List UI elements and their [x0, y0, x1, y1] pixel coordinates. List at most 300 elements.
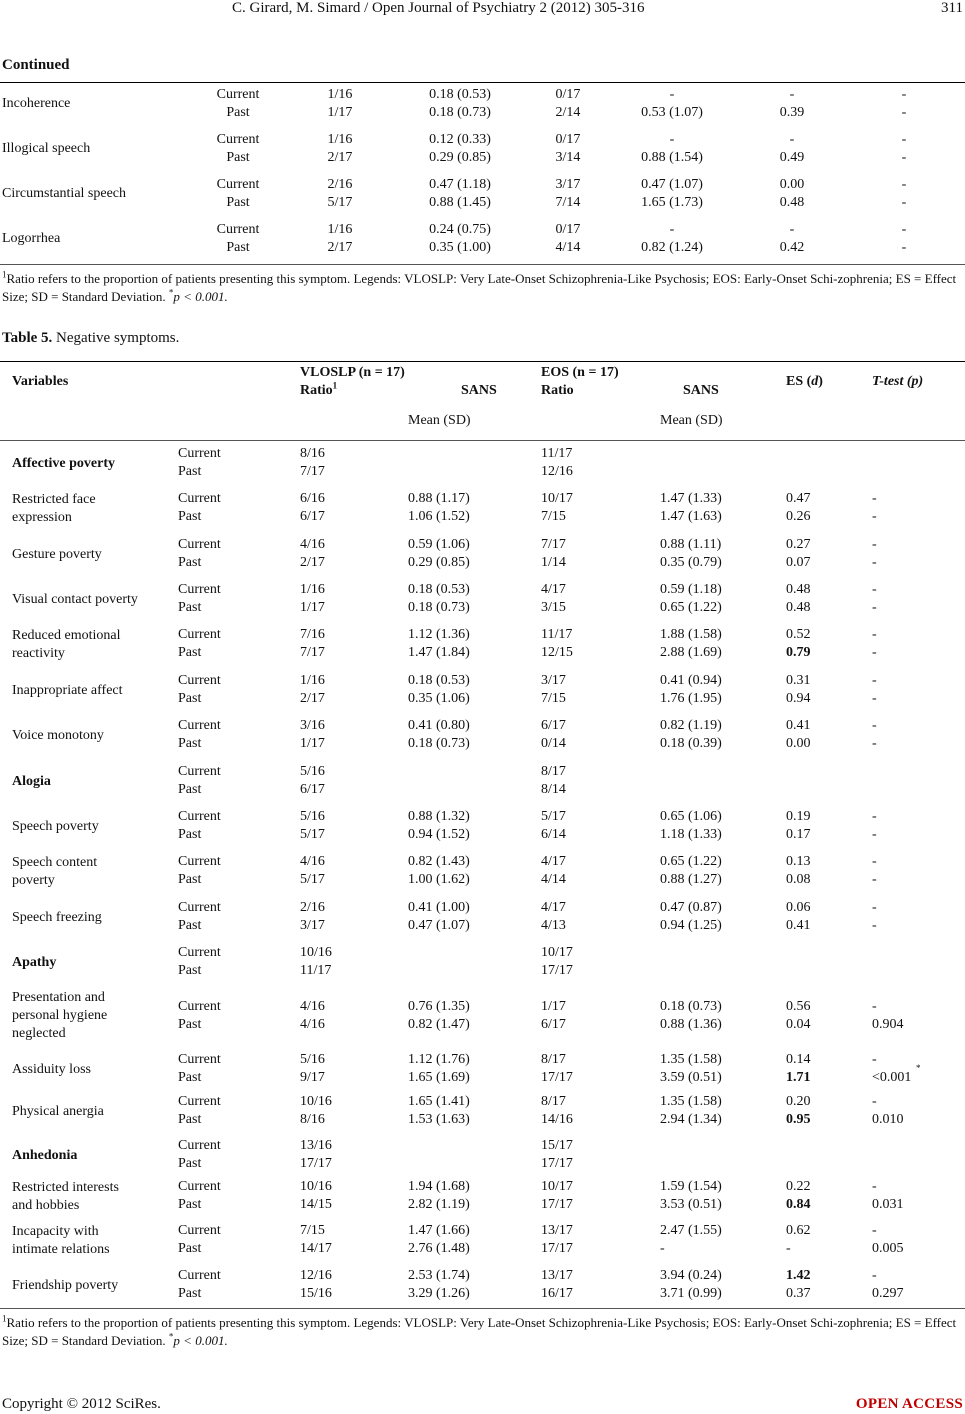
table5-cell: Past: [178, 509, 202, 524]
table5-cell: 14/17: [300, 1241, 332, 1256]
table5-cell: Current: [178, 446, 221, 461]
table5-cell: 0.00: [786, 736, 811, 751]
continued-cell: -: [669, 87, 675, 102]
table5-cell: 1.42: [786, 1268, 811, 1283]
table5-cell: 0.08: [786, 872, 811, 887]
table5-cell: 6/17: [541, 1017, 566, 1032]
continued-cell: 0.29 (0.85): [429, 150, 491, 165]
continued-cell: -: [901, 150, 907, 165]
table5-cell: 1.47 (1.33): [660, 491, 722, 506]
table5-cell: Current: [178, 999, 221, 1014]
table5-cell: 7/15: [541, 691, 566, 706]
table5-cell: 17/17: [541, 1197, 573, 1212]
table5-cell: -: [872, 582, 877, 597]
continued-cell: 0.39: [779, 105, 805, 120]
table5-cell: Past: [178, 1070, 202, 1085]
continued-cell: 2/17: [327, 240, 353, 255]
table5-cell: Past: [178, 1286, 202, 1301]
table5-cell: 0.04: [786, 1017, 811, 1032]
continued-cell: -: [789, 87, 795, 102]
table5-cell: 7/15: [300, 1223, 325, 1238]
table5-cell: 1/14: [541, 555, 566, 570]
table5-cell: -: [872, 872, 877, 887]
table5-cell: 7/16: [300, 627, 325, 642]
continued-cell: 1/17: [327, 105, 353, 120]
continued-cell: -: [901, 87, 907, 102]
table5-cell: 0.88 (1.32): [408, 809, 470, 824]
table5-cell: 1.35 (1.58): [660, 1052, 722, 1067]
continued-row-name: Logorrhea: [2, 231, 61, 246]
table5-row-name: Reduced emotional reactivity: [12, 628, 121, 661]
table5-cell: 8/17: [541, 1052, 566, 1067]
table5-cell: 0.59 (1.06): [408, 537, 470, 552]
table5-cell: 8/17: [541, 764, 566, 779]
continued-cell: 4/14: [555, 240, 581, 255]
table5-cell: 11/17: [541, 627, 573, 642]
table5-cell: 15/16: [300, 1286, 332, 1301]
table5-cell: 3.71 (0.99): [660, 1286, 722, 1301]
table5-cell: 3/17: [541, 673, 566, 688]
continued-cell: -: [901, 240, 907, 255]
table5-cell: 0.06: [786, 900, 811, 915]
table5-cell: -: [872, 1052, 877, 1067]
table5-cell: 1.00 (1.62): [408, 872, 470, 887]
table5-cell: 14/15: [300, 1197, 332, 1212]
table5-cell: -: [872, 1179, 877, 1194]
top-rule: [0, 82, 965, 83]
table5-cell: Current: [178, 1052, 221, 1067]
table5-row-name: Visual contact poverty: [12, 592, 138, 607]
table5-cell: Current: [178, 900, 221, 915]
continued-cell: 5/17: [327, 195, 353, 210]
continued-cell: 3/17: [555, 177, 581, 192]
table5-cell: 5/16: [300, 809, 325, 824]
table5-cell: 2.47 (1.55): [660, 1223, 722, 1238]
table5-cell: Past: [178, 782, 202, 797]
col-head-ratio2: Ratio: [541, 383, 574, 398]
page-number: 311: [941, 0, 963, 16]
table5-cell: 1.12 (1.76): [408, 1052, 470, 1067]
table5-cell: Past: [178, 827, 202, 842]
table5-cell: Current: [178, 627, 221, 642]
table5-row-name: Physical anergia: [12, 1104, 104, 1119]
table5-cell: 0.82 (1.19): [660, 718, 722, 733]
table5-row-name: Affective poverty: [12, 456, 116, 471]
continued-cell: 0.82 (1.24): [641, 240, 703, 255]
copyright-text: Copyright © 2012 SciRes.: [2, 1396, 161, 1412]
table5-cell: 0.84: [786, 1197, 811, 1212]
table5-cell: 4/17: [541, 900, 566, 915]
open-access-label: OPEN ACCESS: [855, 1396, 963, 1412]
table5-cell: 0.56: [786, 999, 811, 1014]
continued-cell: 1.65 (1.73): [641, 195, 703, 210]
table5-cell: -: [872, 736, 877, 751]
table5-cell: 6/17: [300, 782, 325, 797]
col-head-es: ES (d): [786, 374, 823, 389]
table5-cell: 0.65 (1.22): [660, 600, 722, 615]
table5-cell: 1.47 (1.84): [408, 645, 470, 660]
continued-cell: -: [901, 177, 907, 192]
continued-row-name: Incoherence: [2, 96, 71, 111]
table5-cell: Past: [178, 464, 202, 479]
table5-cell: 12/15: [541, 645, 573, 660]
table5-row-name: Speech freezing: [12, 910, 102, 925]
table5-cell: Past: [178, 736, 202, 751]
continued-cell: 3/14: [555, 150, 581, 165]
table5-cell: 0.31: [786, 673, 811, 688]
table5-cell: 12/16: [541, 464, 573, 479]
table5-cell: 0.88 (1.36): [660, 1017, 722, 1032]
table5-cell: 0.18 (0.73): [408, 600, 470, 615]
table5-cell: 0.37: [786, 1286, 811, 1301]
table5-cell: 0.41: [786, 918, 811, 933]
continued-cell: Current: [216, 222, 260, 237]
table5-cell: 2/17: [300, 555, 325, 570]
table5-cell: 0.52: [786, 627, 811, 642]
table5-cell: 2/17: [300, 691, 325, 706]
continued-cell: 2/17: [327, 150, 353, 165]
table5-cell: -: [872, 491, 877, 506]
continued-cell: 0.18 (0.53): [429, 87, 491, 102]
continued-bottom-rule: [0, 264, 965, 265]
table5-cell: 1.71: [786, 1070, 811, 1085]
continued-cell: 2/14: [555, 105, 581, 120]
table5-header-rule: [0, 440, 965, 441]
table5-cell: 0.76 (1.35): [408, 999, 470, 1014]
continued-cell: -: [901, 105, 907, 120]
table5-cell: Current: [178, 809, 221, 824]
table5-cell: Past: [178, 872, 202, 887]
continued-cell: Past: [226, 195, 250, 210]
table5-cell: Current: [178, 582, 221, 597]
table5-cell: 5/17: [300, 872, 325, 887]
table5-cell: 2.94 (1.34): [660, 1112, 722, 1127]
table5-cell: 7/17: [300, 464, 325, 479]
table5-cell: 0.48: [786, 600, 811, 615]
table5-cell: 1.06 (1.52): [408, 509, 470, 524]
col-head-sans1: SANS: [461, 383, 497, 398]
table5-cell: -: [872, 827, 877, 842]
table5-cell: -: [872, 1268, 877, 1283]
table5-cell: Past: [178, 1017, 202, 1032]
col-head-eos: EOS (n = 17): [541, 365, 619, 380]
continued-cell: Past: [226, 240, 250, 255]
table5-cell: 0.41 (0.94): [660, 673, 722, 688]
continued-label: Continued: [2, 57, 70, 73]
table5-cell: 0.031: [872, 1197, 904, 1212]
continued-cell: Past: [226, 150, 250, 165]
table5-cell: -: [872, 1094, 877, 1109]
table5-cell: 5/17: [541, 809, 566, 824]
table5-cell: 11/17: [541, 446, 573, 461]
continued-row-name: Illogical speech: [2, 141, 91, 156]
table5-cell: 4/16: [300, 999, 325, 1014]
table5-cell: 0.41 (1.00): [408, 900, 470, 915]
table5-cell: 1/17: [300, 600, 325, 615]
table5-cell: 0.005: [872, 1241, 904, 1256]
table5-cell: 0.47 (1.07): [408, 918, 470, 933]
table5-cell: 2/16: [300, 900, 325, 915]
table5-cell: 0.904: [872, 1017, 904, 1032]
table5-cell: 1/16: [300, 673, 325, 688]
table5-cell: 0.17: [786, 827, 811, 842]
table5-footnote: $^1$Ratio refers to the proportion of patients presenting this symptom. Legends: VLOSLP: Very Late-Onset Schizophrenia-Like Psychosis; EOS: Early-Onset Schi-zophrenia; ES = Effect Size; SD = Standard Deviation. *p < 0.001.: [2, 1313, 957, 1348]
table5-cell: Past: [178, 1197, 202, 1212]
table5-cell: 5/17: [300, 827, 325, 842]
table5-cell: 0.95: [786, 1112, 811, 1127]
table5-cell: 0.22: [786, 1179, 811, 1194]
table5-cell: Current: [178, 1223, 221, 1238]
continued-cell: 0.53 (1.07): [641, 105, 703, 120]
table5-cell: Past: [178, 645, 202, 660]
continued-cell: 1/16: [327, 222, 353, 237]
continued-cell: 0.47 (1.18): [429, 177, 491, 192]
table5-cell: 0.18 (0.53): [408, 673, 470, 688]
continued-cell: 0/17: [555, 222, 581, 237]
table5-row-name: Restricted interests and hobbies: [12, 1180, 119, 1213]
table5-cell: Current: [178, 854, 221, 869]
table5-cell: Current: [178, 673, 221, 688]
table5-cell: <0.001: [872, 1070, 912, 1085]
continued-cell: 2/16: [327, 177, 353, 192]
continued-cell: 0/17: [555, 87, 581, 102]
table5-cell: 4/13: [541, 918, 566, 933]
table5-cell: 0.94 (1.52): [408, 827, 470, 842]
table5-cell: 0.010: [872, 1112, 904, 1127]
continued-cell: 0.88 (1.54): [641, 150, 703, 165]
table5-cell: Current: [178, 1094, 221, 1109]
table5-row-name: Speech poverty: [12, 819, 99, 834]
table5-cell: 0.62: [786, 1223, 811, 1238]
table5-cell: -: [660, 1241, 665, 1256]
table5-cell: 3.59 (0.51): [660, 1070, 722, 1085]
continued-cell: 0/17: [555, 132, 581, 147]
table5-cell: 1.65 (1.41): [408, 1094, 470, 1109]
table5-cell: Current: [178, 718, 221, 733]
table5-cell: 0.47 (0.87): [660, 900, 722, 915]
table5-cell: 11/17: [300, 963, 332, 978]
table5-cell: 5/16: [300, 1052, 325, 1067]
table5-cell: -: [872, 999, 877, 1014]
col-head-mean1: Mean (SD): [408, 413, 471, 428]
table5-cell: 1.47 (1.66): [408, 1223, 470, 1238]
continued-cell: Current: [216, 177, 260, 192]
table5-cell: -: [872, 900, 877, 915]
table5-cell: 0.59 (1.18): [660, 582, 722, 597]
table5-cell: -: [872, 854, 877, 869]
table5-cell: Current: [178, 1268, 221, 1283]
continued-row-name: Circumstantial speech: [2, 186, 127, 201]
table5-cell: Past: [178, 555, 202, 570]
table5-cell: 0.35 (1.06): [408, 691, 470, 706]
table5-cell: 10/17: [541, 491, 573, 506]
table5-cell: 0.29 (0.85): [408, 555, 470, 570]
table5-cell: 0.82 (1.47): [408, 1017, 470, 1032]
table5-cell: Past: [178, 1241, 202, 1256]
table5-cell: 4/17: [541, 854, 566, 869]
table5-cell: 9/17: [300, 1070, 325, 1085]
table5-cell: 1.94 (1.68): [408, 1179, 470, 1194]
table5-cell: 0.07: [786, 555, 811, 570]
table5-row-name: Incapacity with intimate relations: [12, 1224, 110, 1257]
table5-cell: 4/14: [541, 872, 566, 887]
table5-cell: 10/16: [300, 1094, 332, 1109]
table5-cell: 0/14: [541, 736, 566, 751]
table5-cell: -: [872, 1223, 877, 1238]
table5-cell: 6/14: [541, 827, 566, 842]
table5-row-name: Friendship poverty: [12, 1278, 119, 1293]
table5-cell: 2.76 (1.48): [408, 1241, 470, 1256]
table5-cell: 8/17: [541, 1094, 566, 1109]
table5-cell: 1/17: [541, 999, 566, 1014]
table5-cell: 10/17: [541, 945, 573, 960]
table5-cell: -: [872, 918, 877, 933]
table5-cell: 10/17: [541, 1179, 573, 1194]
table5-cell: 2.53 (1.74): [408, 1268, 470, 1283]
table5-cell: 0.47: [786, 491, 811, 506]
table5-cell: 0.94: [786, 691, 811, 706]
table5-cell: 1.18 (1.33): [660, 827, 722, 842]
table5-cell: 3.29 (1.26): [408, 1286, 470, 1301]
table5-cell: 1.47 (1.63): [660, 509, 722, 524]
table5-row-name: Apathy: [12, 955, 57, 970]
table5-cell: 2.82 (1.19): [408, 1197, 470, 1212]
table5-cell: 12/16: [300, 1268, 332, 1283]
table5-cell: -: [872, 718, 877, 733]
table5-row-name: Voice monotony: [12, 728, 104, 743]
continued-cell: -: [901, 195, 907, 210]
table5-row-name: Anhedonia: [12, 1148, 78, 1163]
continued-cell: 0.24 (0.75): [429, 222, 491, 237]
table5-cell: Past: [178, 691, 202, 706]
table5-cell: 7/17: [541, 537, 566, 552]
table5-cell: 13/16: [300, 1138, 332, 1153]
continued-cell: -: [669, 222, 675, 237]
table5-cell: 17/17: [300, 1156, 332, 1171]
table5-cell: 17/17: [541, 1070, 573, 1085]
continued-cell: 0.12 (0.33): [429, 132, 491, 147]
continued-cell: 0.18 (0.73): [429, 105, 491, 120]
col-head-sans2: SANS: [683, 383, 719, 398]
table5-cell: 0.65 (1.06): [660, 809, 722, 824]
table5-cell: 0.41: [786, 718, 811, 733]
table5-bottom-rule: [0, 1308, 965, 1309]
continued-cell: 0.49: [779, 150, 805, 165]
table5-cell: 0.88 (1.17): [408, 491, 470, 506]
table5-cell: 0.14: [786, 1052, 811, 1067]
table5-cell: Current: [178, 491, 221, 506]
table5-cell: 3/17: [300, 918, 325, 933]
table5-cell: 0.297: [872, 1286, 904, 1301]
table5-cell: 6/17: [300, 509, 325, 524]
continued-footnote: $^1$Ratio refers to the proportion of patients presenting this symptom. Legends: VLOSLP: Very Late-Onset Schizophrenia-Like Psychosis; EOS: Early-Onset Schi-zophrenia; ES = Effect Size; SD = Standard Deviation. *p < 0.001.: [2, 269, 957, 304]
col-head-ttest: T-test (p): [872, 374, 924, 389]
table5-cell: 0.27: [786, 537, 811, 552]
table5-cell: 0.82 (1.43): [408, 854, 470, 869]
table5-row-name: Alogia: [12, 774, 51, 789]
continued-cell: Current: [216, 132, 260, 147]
table5-cell: 0.65 (1.22): [660, 854, 722, 869]
continued-cell: Current: [216, 87, 260, 102]
table5-cell: 0.26: [786, 509, 811, 524]
table5-row-name: Inappropriate affect: [12, 683, 123, 698]
continued-cell: 1/16: [327, 87, 353, 102]
continued-cell: 0.47 (1.07): [641, 177, 703, 192]
table5-cell: 0.41 (0.80): [408, 718, 470, 733]
table5-row-name: Gesture poverty: [12, 547, 102, 562]
continued-cell: -: [669, 132, 675, 147]
table5-cell: -: [872, 673, 877, 688]
table5-cell: Past: [178, 918, 202, 933]
col-head-variables: Variables: [12, 374, 69, 389]
col-head-ratio1: Ratio$^1$: [300, 380, 338, 398]
table5-cell: 4/16: [300, 1017, 325, 1032]
table5-cell: 7/17: [300, 645, 325, 660]
table5-cell: 3/15: [541, 600, 566, 615]
table5-cell: 3.53 (0.51): [660, 1197, 722, 1212]
table5-row-name: Speech content poverty: [12, 855, 98, 888]
continued-cell: 0.88 (1.45): [429, 195, 491, 210]
continued-cell: -: [901, 222, 907, 237]
table5-cell: 0.35 (0.79): [660, 555, 722, 570]
table5-cell: Current: [178, 764, 221, 779]
table5-cell: 1.59 (1.54): [660, 1179, 722, 1194]
table5-cell: 6/16: [300, 491, 325, 506]
table5-cell: Past: [178, 1112, 202, 1127]
table5-cell: 0.20: [786, 1094, 811, 1109]
continued-cell: 0.42: [779, 240, 805, 255]
continued-cell: -: [789, 132, 795, 147]
table5-cell: 17/17: [541, 1156, 573, 1171]
table5-cell: 10/16: [300, 1179, 332, 1194]
table5-cell: 3.94 (0.24): [660, 1268, 722, 1283]
continued-cell: 0.35 (1.00): [429, 240, 491, 255]
table5-cell: 17/17: [541, 1241, 573, 1256]
table5-cell: 4/16: [300, 854, 325, 869]
table5-cell: 0.79: [786, 645, 811, 660]
continued-cell: 0.48: [779, 195, 805, 210]
table5-cell: 8/16: [300, 446, 325, 461]
continued-cell: 1/16: [327, 132, 353, 147]
table5-cell: Current: [178, 945, 221, 960]
table5-cell: 13/17: [541, 1223, 573, 1238]
table5-top-rule: [0, 361, 965, 362]
table5-cell: 3/16: [300, 718, 325, 733]
table5-row-name: Assiduity loss: [12, 1062, 91, 1077]
table5-cell: Past: [178, 600, 202, 615]
table5-cell: Current: [178, 1179, 221, 1194]
running-header: C. Girard, M. Simard / Open Journal of Psychiatry 2 (2012) 305-316: [232, 0, 645, 16]
table5-cell: 13/17: [541, 1268, 573, 1283]
table5-cell: 14/16: [541, 1112, 573, 1127]
table5-cell: 2.88 (1.69): [660, 645, 722, 660]
table5-cell: 0.94 (1.25): [660, 918, 722, 933]
table5-cell: Past: [178, 1156, 202, 1171]
table5-cell: -: [872, 627, 877, 642]
table5-cell: -: [872, 537, 877, 552]
table5-cell: 8/16: [300, 1112, 325, 1127]
table5-cell: 5/16: [300, 764, 325, 779]
table5-cell: 4/17: [541, 582, 566, 597]
table5-cell: -: [872, 691, 877, 706]
table5-cell: 0.18 (0.39): [660, 736, 722, 751]
table5-cell: 1.12 (1.36): [408, 627, 470, 642]
continued-cell: -: [901, 132, 907, 147]
table5-cell: 0.19: [786, 809, 811, 824]
table5-cell: 0.88 (1.27): [660, 872, 722, 887]
table5-cell: -: [872, 809, 877, 824]
table5-cell: 1.53 (1.63): [408, 1112, 470, 1127]
